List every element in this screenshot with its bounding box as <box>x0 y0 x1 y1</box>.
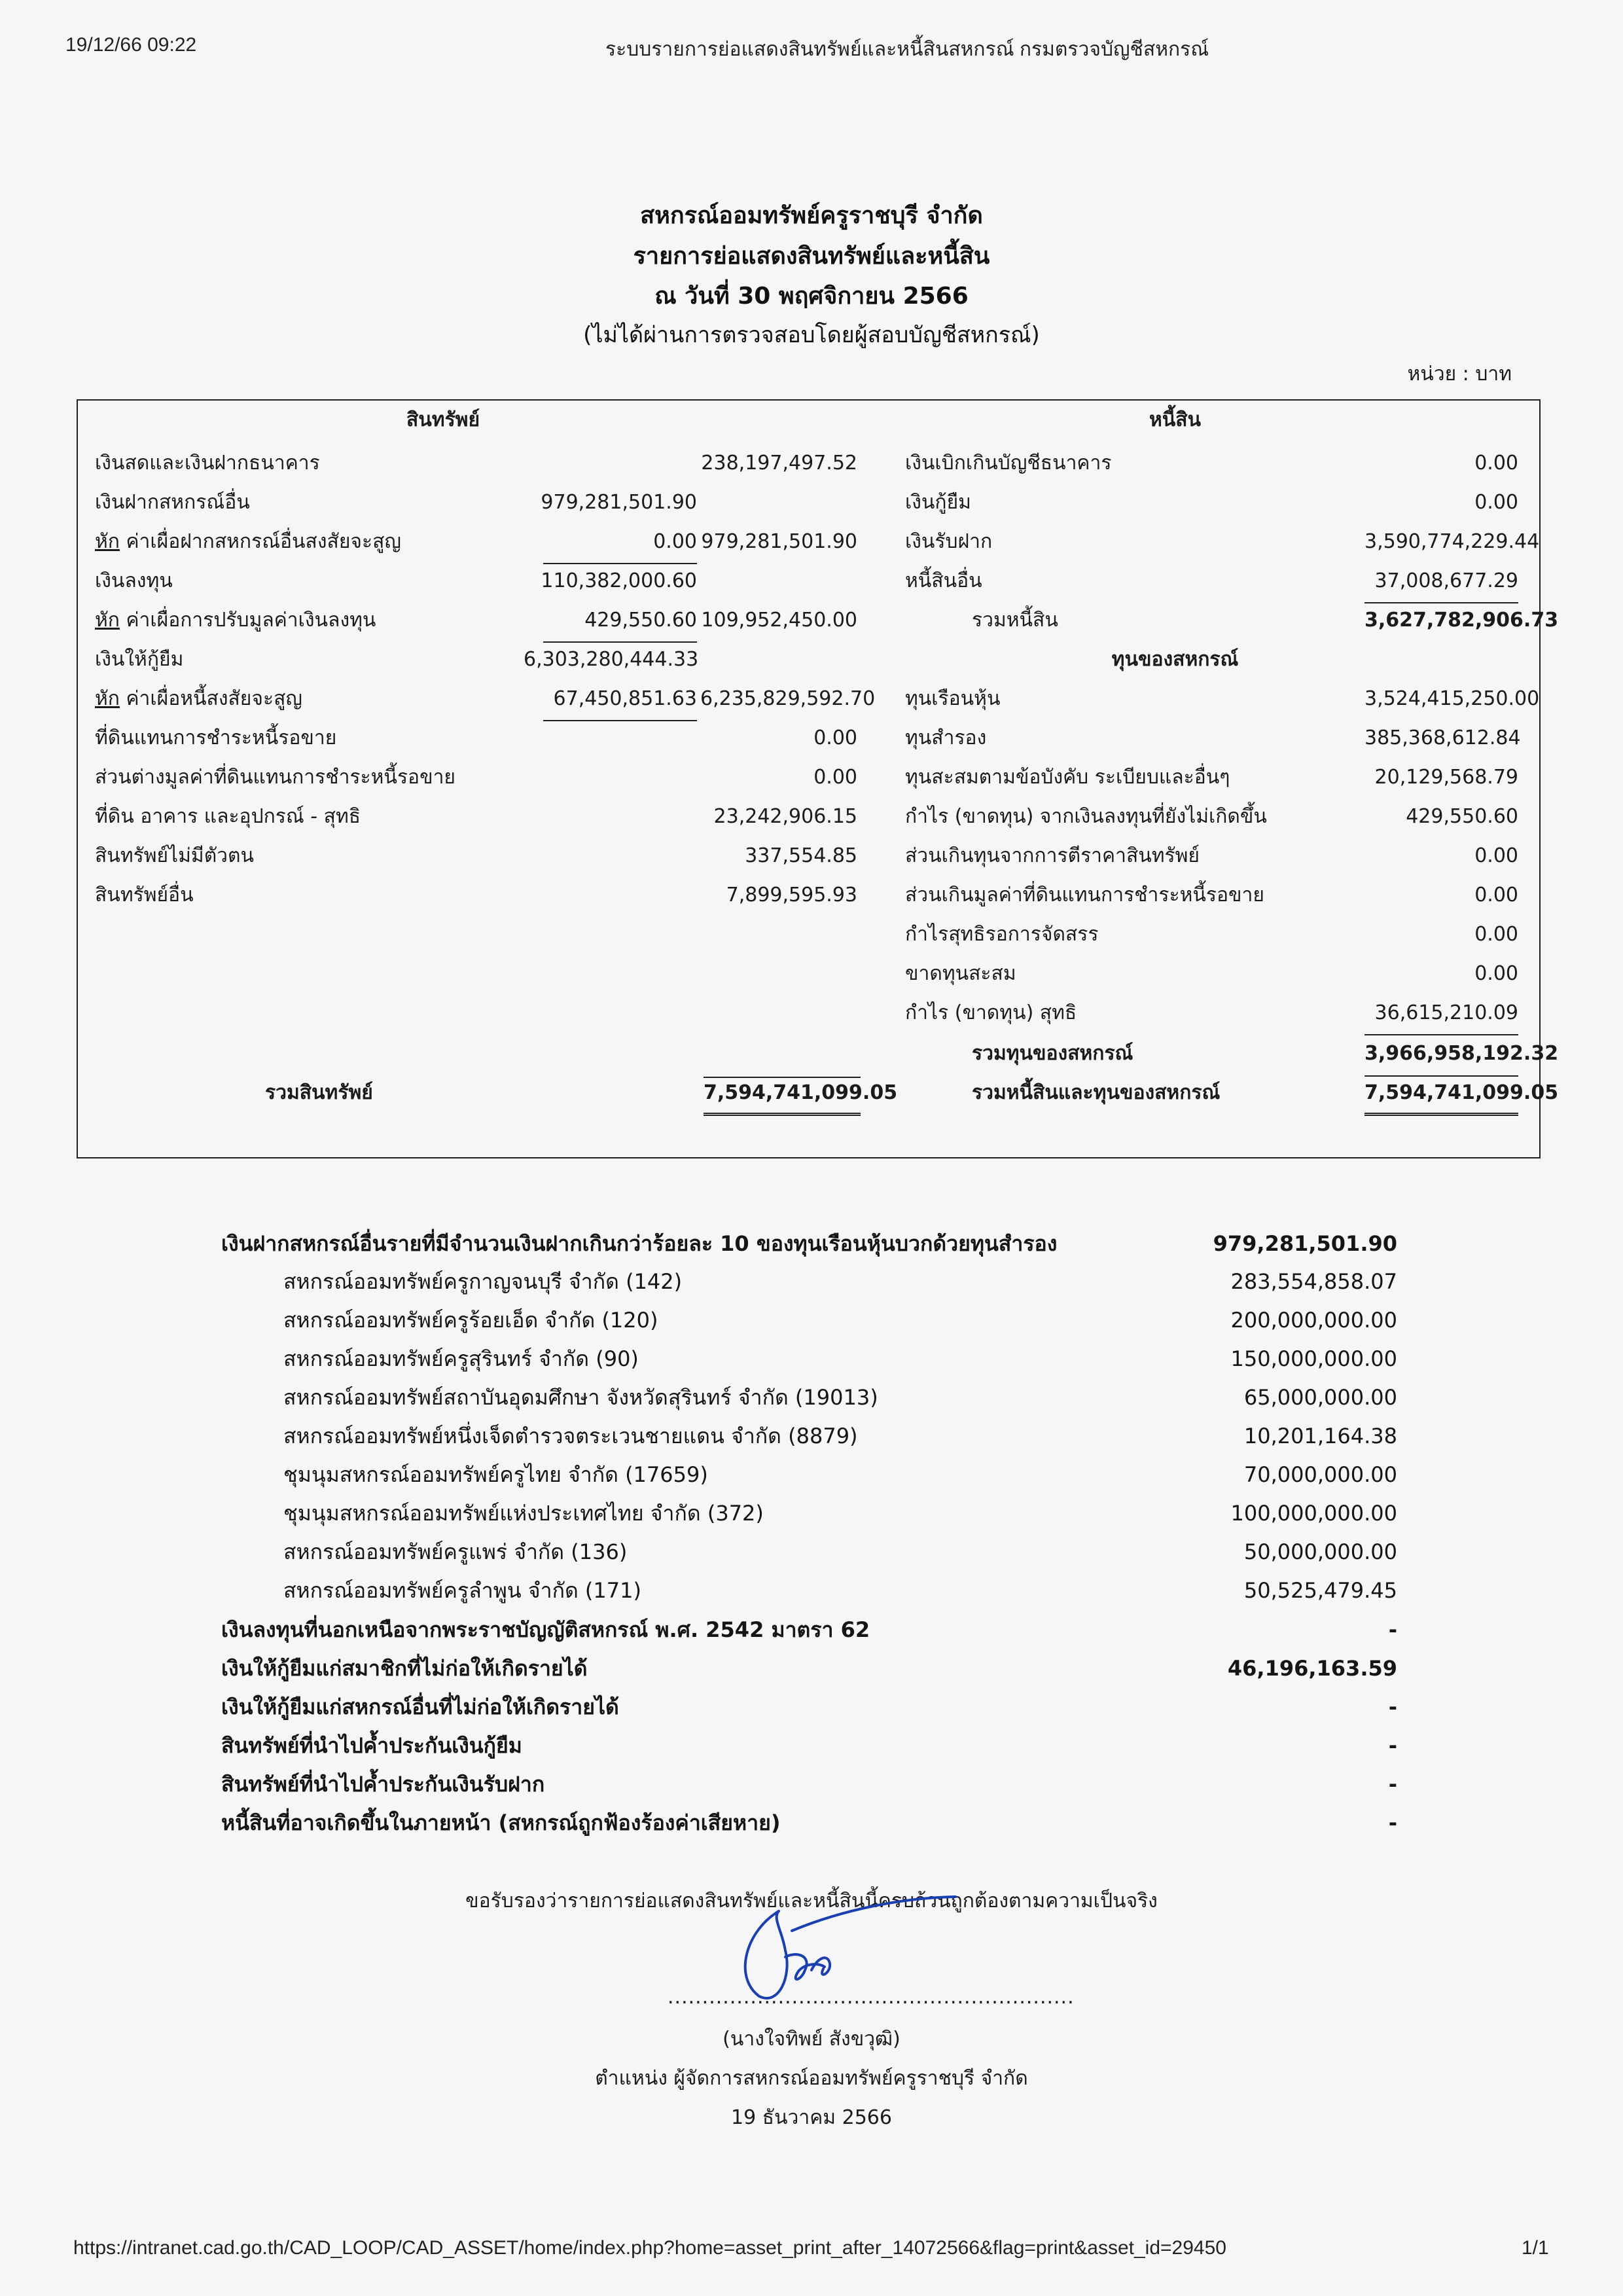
asset-row-label <box>95 568 173 594</box>
total-assets-label: รวมสินทรัพย์ <box>265 1081 373 1104</box>
deposit-cooperative-name: สหกรณ์ออมทรัพย์สถาบันอุดมศึกษา จังหวัดสุรินทร์ จำกัด (19013) <box>283 1385 878 1410</box>
total-equity-label: รวมทุนของสหกรณ์ <box>972 1042 1133 1065</box>
deposit-amount: 100,000,000.00 <box>1230 1501 1397 1526</box>
disclosure-amount: - <box>1388 1695 1397 1719</box>
assets-heading: สินทรัพย์ <box>406 408 480 431</box>
double-rule <box>1364 1113 1518 1116</box>
total-assets-amount: 7,594,741,099.05 <box>704 1081 898 1104</box>
liability-row-amount: 0.00 <box>1474 452 1518 475</box>
equity-row-amount: 0.00 <box>1474 923 1518 946</box>
total-rule <box>704 1077 861 1078</box>
subtotal-rule <box>543 720 697 721</box>
double-rule <box>704 1113 861 1116</box>
asset-row-label <box>95 529 401 555</box>
deposit-cooperative-name: ชุมนุมสหกรณ์ออมทรัพย์ครูไทย จำกัด (17659) <box>283 1462 708 1487</box>
equity-row-amount: 0.00 <box>1474 884 1518 906</box>
asset-row-amount: 7,899,595.93 <box>726 884 857 906</box>
equity-heading: ทุนของสหกรณ์ <box>1111 648 1239 671</box>
deposit-amount: 50,000,000.00 <box>1243 1539 1397 1564</box>
deposit-amount: 70,000,000.00 <box>1243 1462 1397 1487</box>
equity-row-label: ทุนสะสมตามข้อบังคับ ระเบียบและอื่นๆ <box>905 766 1230 789</box>
disclosure-label: เงินลงทุนที่นอกเหนือจากพระราชบัญญัติสหกรณ์ พ.ศ. 2542 มาตรา 62 <box>221 1617 870 1642</box>
asset-row-subamount: 0.00 <box>653 530 697 553</box>
deduct-prefix: หัก <box>95 609 120 632</box>
disclosure-label: หนี้สินที่อาจเกิดขึ้นในภายหน้า (สหกรณ์ถูกฟ้องร้องค่าเสียหาย) <box>221 1810 781 1835</box>
disclosure-label: สินทรัพย์ที่นำไปค้ำประกันเงินกู้ยืม <box>221 1733 522 1758</box>
equity-row-label: กำไรสุทธิรอการจัดสรร <box>905 923 1099 946</box>
deposit-amount: 200,000,000.00 <box>1230 1308 1397 1333</box>
liability-row-amount: 3,590,774,229.44 <box>1364 530 1540 553</box>
asset-row-amount: 238,197,497.52 <box>701 452 857 475</box>
asset-label-text: เงินให้กู้ยืม <box>95 648 184 671</box>
asset-row-label <box>95 450 320 476</box>
asset-label-text: สินทรัพย์อื่น <box>95 884 194 906</box>
deposit-amount: 283,554,858.07 <box>1230 1269 1397 1294</box>
asset-row-amount: 337,554.85 <box>745 844 857 867</box>
subtotal-rule <box>543 563 697 564</box>
equity-row-amount: 36,615,210.09 <box>1374 1001 1518 1024</box>
asset-label-text: เงินสดและเงินฝากธนาคาร <box>95 452 320 475</box>
equity-row-amount: 20,129,568.79 <box>1374 766 1518 789</box>
signer-name: (นางใจทิพย์ สังขวุฒิ) <box>722 2028 901 2051</box>
equity-row-label: ทุนเรือนหุ้น <box>905 687 1001 710</box>
disclosure-label: เงินให้กู้ยืมแก่สมาชิกที่ไม่ก่อให้เกิดรายได้ <box>221 1656 588 1681</box>
report-title: รายการย่อแสดงสินทรัพย์และหนี้สิน <box>633 243 990 270</box>
asset-row-subamount: 67,450,851.63 <box>553 687 697 710</box>
liability-row-label: เงินเบิกเกินบัญชีธนาคาร <box>905 452 1112 475</box>
asset-row-label <box>95 725 336 751</box>
asset-label-text: ค่าเผื่อหนี้สงสัยจะสูญ <box>119 687 302 710</box>
subtotal-rule <box>543 641 697 643</box>
deduct-prefix: หัก <box>95 687 120 710</box>
asset-label-text: ค่าเผื่อการปรับมูลค่าเงินลงทุน <box>119 609 376 632</box>
deposit-cooperative-name: สหกรณ์ออมทรัพย์ครูกาญจนบุรี จำกัด (142) <box>283 1269 683 1294</box>
deposit-cooperative-name: สหกรณ์ออมทรัพย์ครูร้อยเอ็ด จำกัด (120) <box>283 1308 658 1333</box>
asset-row-label <box>95 647 183 673</box>
certification-statement: ขอรับรองว่ารายการย่อแสดงสินทรัพย์และหนี้สินนี้ครบถ้วนถูกต้องตามความเป็นจริง <box>465 1890 1158 1912</box>
equity-row-amount: 385,368,612.84 <box>1364 726 1521 749</box>
audit-note: (ไม่ได้ผ่านการตรวจสอบโดยผู้สอบบัญชีสหกรณ์) <box>583 322 1040 348</box>
asset-row-amount: 979,281,501.90 <box>701 530 857 553</box>
asset-row-subamount: 110,382,000.60 <box>541 569 697 592</box>
grand-total-amount: 7,594,741,099.05 <box>1364 1081 1559 1104</box>
asset-label-text: เงินฝากสหกรณ์อื่น <box>95 491 250 514</box>
asset-row-label <box>95 607 376 634</box>
asset-label-text: ที่ดินแทนการชำระหนี้รอขาย <box>95 726 337 749</box>
grand-total-label: รวมหนี้สินและทุนของสหกรณ์ <box>972 1081 1221 1104</box>
unit-label: หน่วย : บาท <box>1407 363 1512 386</box>
asset-row-amount: 109,952,450.00 <box>701 609 857 632</box>
disclosure-amount: - <box>1388 1617 1397 1642</box>
asset-row-subamount: 6,303,280,444.33 <box>524 648 699 671</box>
disclosure-amount: - <box>1388 1772 1397 1797</box>
asset-row-amount: 6,235,829,592.70 <box>700 687 876 710</box>
asset-label-text: ส่วนต่างมูลค่าที่ดินแทนการชำระหนี้รอขาย <box>95 766 456 789</box>
total-liabilities-amount: 3,627,782,906.73 <box>1364 609 1559 632</box>
equity-row-label: ส่วนเกินมูลค่าที่ดินแทนการชำระหนี้รอขาย <box>905 884 1264 906</box>
deduct-prefix: หัก <box>95 530 120 553</box>
equity-row-amount: 429,550.60 <box>1406 805 1518 828</box>
asset-label-text: ที่ดิน อาคาร และอุปกรณ์ - สุทธิ <box>95 805 361 828</box>
signature-line: ........................................................... <box>668 1986 1075 2009</box>
disclosure-label: สินทรัพย์ที่นำไปค้ำประกันเงินรับฝาก <box>221 1772 545 1797</box>
equity-row-label: ส่วนเกินทุนจากการตีราคาสินทรัพย์ <box>905 844 1200 867</box>
deposit-cooperative-name: สหกรณ์ออมทรัพย์ครูลำพูน จำกัด (171) <box>283 1578 641 1603</box>
asset-row-label <box>95 804 361 830</box>
asset-row-label <box>95 490 250 516</box>
asset-row-amount: 0.00 <box>813 726 857 749</box>
liability-row-label: เงินกู้ยืม <box>905 491 971 514</box>
asset-row-label <box>95 882 194 908</box>
disclosure-amount: - <box>1388 1810 1397 1835</box>
equity-row-amount: 0.00 <box>1474 844 1518 867</box>
print-datetime: 19/12/66 09:22 <box>65 34 197 56</box>
asset-row-amount: 0.00 <box>813 766 857 789</box>
deposit-cooperative-name: สหกรณ์ออมทรัพย์ครูแพร่ จำกัด (136) <box>283 1539 628 1564</box>
liabilities-heading: หนี้สิน <box>1149 408 1202 431</box>
report-date: ณ วันที่ 30 พฤศจิกายน 2566 <box>654 283 969 310</box>
equity-row-amount: 0.00 <box>1474 962 1518 985</box>
equity-row-label: กำไร (ขาดทุน) จากเงินลงทุนที่ยังไม่เกิดขึ้น <box>905 805 1267 828</box>
asset-label-text: ค่าเผื่อฝากสหกรณ์อื่นสงสัยจะสูญ <box>119 530 401 553</box>
disclosure-label: เงินให้กู้ยืมแก่สหกรณ์อื่นที่ไม่ก่อให้เกิดรายได้ <box>221 1695 619 1719</box>
total-liabilities-label: รวมหนี้สิน <box>972 609 1058 632</box>
total-rule <box>1364 1075 1518 1077</box>
asset-row-amount: 23,242,906.15 <box>713 805 857 828</box>
disclosure-amount: 46,196,163.59 <box>1227 1656 1397 1681</box>
asset-row-label <box>95 686 302 712</box>
page-number: 1/1 <box>1522 2237 1549 2259</box>
cooperative-name: สหกรณ์ออมทรัพย์ครูราชบุรี จำกัด <box>640 202 983 229</box>
equity-row-label: ขาดทุนสะสม <box>905 962 1016 985</box>
equity-row-amount: 3,524,415,250.00 <box>1364 687 1540 710</box>
asset-label-text: เงินลงทุน <box>95 569 173 592</box>
deposit-amount: 65,000,000.00 <box>1243 1385 1397 1410</box>
disclosure-amount: - <box>1388 1733 1397 1758</box>
deposit-cooperative-name: สหกรณ์ออมทรัพย์ครูสุรินทร์ จำกัด (90) <box>283 1346 639 1371</box>
asset-label-text: สินทรัพย์ไม่มีตัวตน <box>95 844 255 867</box>
equity-row-label: กำไร (ขาดทุน) สุทธิ <box>905 1001 1077 1024</box>
system-title: ระบบรายการย่อแสดงสินทรัพย์และหนี้สินสหกรณ์ กรมตรวจบัญชีสหกรณ์ <box>605 39 1209 60</box>
deposit-amount: 10,201,164.38 <box>1243 1424 1397 1448</box>
liability-row-amount: 0.00 <box>1474 491 1518 514</box>
total-equity-amount: 3,966,958,192.32 <box>1364 1042 1559 1065</box>
deposit-cooperative-name: ชุมนุมสหกรณ์ออมทรัพย์แห่งประเทศไทย จำกัด (372) <box>283 1501 764 1526</box>
asset-row-label <box>95 843 254 869</box>
liability-row-label: เงินรับฝาก <box>905 530 993 553</box>
deposits-heading-amount: 979,281,501.90 <box>1213 1231 1397 1256</box>
liability-row-amount: 37,008,677.29 <box>1374 569 1518 592</box>
deposits-heading: เงินฝากสหกรณ์อื่นรายที่มีจำนวนเงินฝากเกินกว่าร้อยละ 10 ของทุนเรือนหุ้นบวกด้วยทุนสำรอง <box>221 1231 1058 1256</box>
equity-row-label: ทุนสำรอง <box>905 726 987 749</box>
subtotal-rule <box>1364 1034 1518 1035</box>
certification-date: 19 ธันวาคม 2566 <box>731 2106 892 2129</box>
asset-row-subamount: 429,550.60 <box>584 609 697 632</box>
signer-position: ตำแหน่ง ผู้จัดการสหกรณ์ออมทรัพย์ครูราชบุรี จำกัด <box>595 2067 1028 2090</box>
deposit-cooperative-name: สหกรณ์ออมทรัพย์หนึ่งเจ็ดตำรวจตระเวนชายแดน จำกัด (8879) <box>283 1424 858 1448</box>
asset-row-subamount: 979,281,501.90 <box>541 491 697 514</box>
deposit-amount: 50,525,479.45 <box>1243 1578 1397 1603</box>
subtotal-rule <box>1364 602 1518 603</box>
asset-row-label <box>95 764 455 791</box>
deposit-amount: 150,000,000.00 <box>1230 1346 1397 1371</box>
liability-row-label: หนี้สินอื่น <box>905 569 982 592</box>
print-url: https://intranet.cad.go.th/CAD_LOOP/CAD_ASSET/home/index.php?home=asset_print_after_14072566&flag=print&asset_id=29450 <box>73 2237 1226 2259</box>
